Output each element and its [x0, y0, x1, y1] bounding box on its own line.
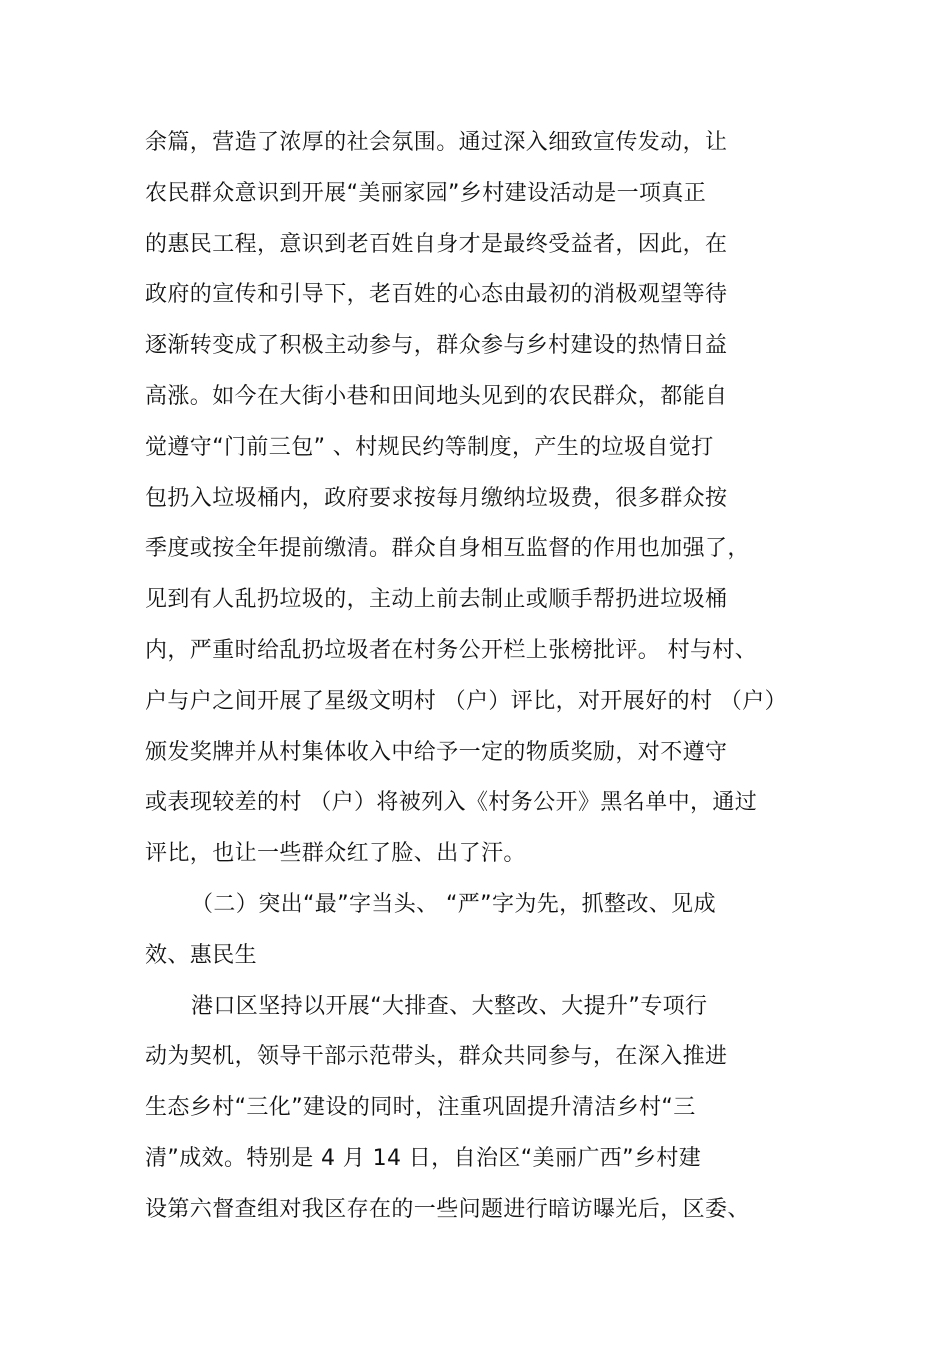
text-line: 逐渐转变成了积极主动参与，群众参与乡村建设的热情日益: [145, 333, 728, 359]
text-line: 生态乡村“三化”建设的同时，注重巩固提升清洁乡村“三: [145, 1095, 696, 1121]
text-line: 内，严重时给乱扔垃圾者在村务公开栏上张榜批评。 村与村、: [145, 637, 758, 663]
text-line: 户与户之间开展了星级文明村 （户）评比，对开展好的村 （户）: [145, 688, 787, 714]
text-line: 农民群众意识到开展“美丽家园”乡村建设活动是一项真正: [145, 180, 707, 206]
section-heading-continued: 效、惠民生: [145, 942, 258, 968]
text-line: 高涨。如今在大街小巷和田间地头见到的农民群众，都能自: [145, 383, 728, 409]
text-line: 或表现较差的村 （户）将被列入《村务公开》黑名单中，通过: [145, 790, 758, 816]
section-heading: （二）突出“最”字当头、 “严”字为先，抓整改、见成: [191, 891, 716, 917]
text-line: 设第六督查组对我区存在的一些问题进行暗访曝光后，区委、: [145, 1196, 750, 1222]
text-line: 评比，也让一些群众红了脸、出了汗。: [145, 841, 526, 867]
document-body: [145, 118, 835, 1236]
text-line: 动为契机，领导干部示范带头，群众共同参与，在深入推进: [145, 1044, 728, 1070]
text-line: 清”成效。特别是 4 月 14 日，自治区“美丽广西”乡村建: [145, 1145, 702, 1171]
text-line: 包扔入垃圾桶内，政府要求按每月缴纳垃圾费，很多群众按: [145, 485, 728, 511]
text-line: 季度或按全年提前缴清。群众自身相互监督的作用也加强了，: [145, 536, 750, 562]
text-line: 见到有人乱扔垃圾的，主动上前去制止或顺手帮扔进垃圾桶: [145, 587, 728, 613]
text-line: 余篇，营造了浓厚的社会氛围。通过深入细致宣传发动，让: [145, 130, 728, 155]
text-line: 的惠民工程，意识到老百姓自身才是最终受益者，因此，在: [145, 231, 728, 257]
paragraph-start-line: 港口区坚持以开展“大排查、大整改、大提升”专项行: [191, 993, 708, 1019]
text-line: 政府的宣传和引导下，老百姓的心态由最初的消极观望等待: [145, 282, 728, 308]
text-line: 觉遵守“门前三包” 、村规民约等制度，产生的垃圾自觉打: [145, 434, 714, 460]
text-line: 颁发奖牌并从村集体收入中给予一定的物质奖励，对不遵守: [145, 739, 728, 765]
